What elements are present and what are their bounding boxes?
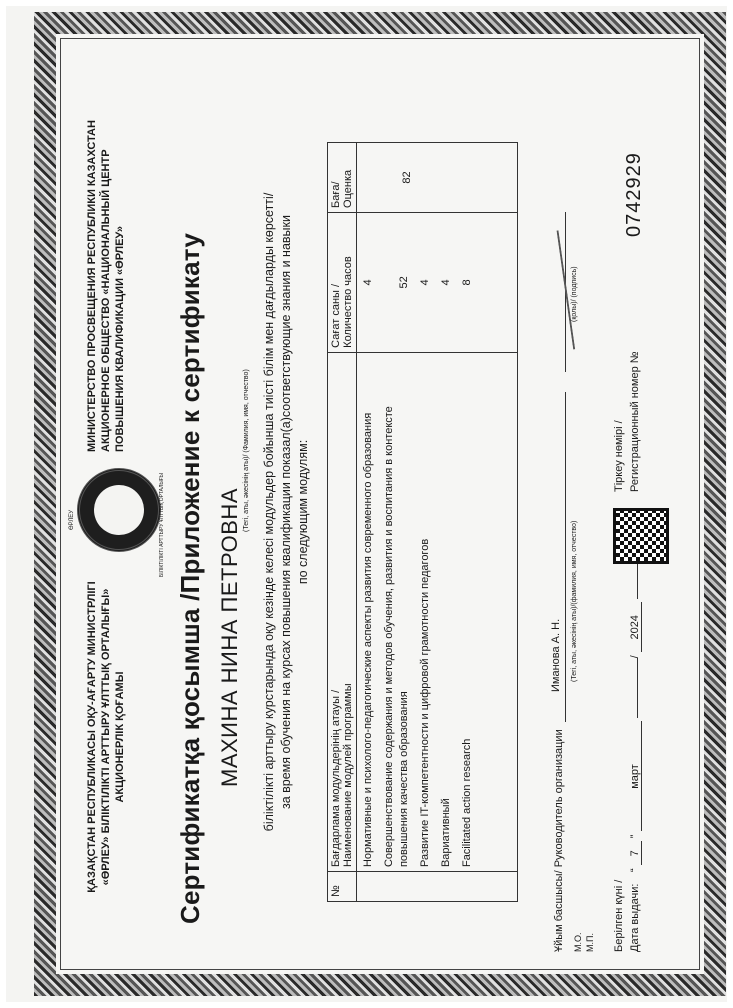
module-name: Вариативный — [440, 798, 452, 868]
module-hours: 4 — [419, 279, 431, 286]
hours-cell — [357, 212, 518, 352]
total-grade: 82 — [401, 171, 413, 184]
module-names-cell — [357, 352, 518, 871]
modules-table — [327, 142, 518, 902]
orleu-seal-icon — [77, 468, 161, 552]
header-left — [85, 572, 127, 902]
certificate-content — [65, 47, 695, 972]
header-right — [85, 72, 127, 452]
signature-name: Иманова А. Н. — [550, 618, 562, 692]
intro-ru-2: по следующим модулям: — [296, 439, 310, 585]
issue-label-kz: Берілген күні / — [613, 879, 625, 952]
col-name-header-ru: Наименование модулей программы — [342, 683, 354, 868]
col-num-header: № — [328, 872, 357, 902]
signature-sign-caption: (қолы)/ (подпись) — [571, 266, 578, 322]
col-name-header-kz: Бағдарлама модульдерінің атауы / — [330, 689, 342, 868]
issue-month: март — [629, 721, 642, 831]
module-hours: 8 — [461, 279, 473, 286]
num-cell — [357, 872, 518, 902]
signature-name-caption: (Тегі, аты, әкесінің аты)/(фамилия, имя, отчество) — [571, 520, 578, 682]
module-name: Нормативные и психолого-педагогические аспекты развития современного образования — [362, 412, 374, 868]
intro-text — [261, 72, 312, 952]
col-grade-header-ru: Оценка — [342, 169, 354, 208]
header-left-line1: ҚАЗАҚСТАН РЕСПУБЛИКАСЫ ОҚУ-АҒАРТУ МИНИСТРЛІГІ — [86, 581, 98, 893]
qr-code-icon — [613, 508, 669, 564]
registration-number: 0742929 — [623, 152, 645, 237]
mp-ru: М.П. — [585, 933, 595, 952]
issue-year: 2024 — [629, 602, 642, 652]
header-left-line3: АКЦИОНЕРЛІК ҚОҒАМЫ — [114, 671, 126, 803]
module-hours: 52 — [398, 276, 410, 289]
header-right-line3: ПОВЫШЕНИЯ КВАЛИФИКАЦИИ «ӨРЛЕУ» — [114, 226, 126, 452]
signature-name-line — [565, 392, 566, 722]
module-hours: 4 — [362, 279, 374, 286]
module-hours: 4 — [440, 279, 452, 286]
page-title: Сертификатқа қосымша /Приложение к сертификату — [175, 232, 205, 924]
handwritten-signature — [527, 230, 575, 353]
module-name: Совершенствование содержания и методов обучения, развития и воспитания в контексте повышения качества образования — [383, 406, 410, 868]
intro-kz: біліктілікті арттыру курстарында оқу кезінде келесі модульдер бойынша тиісті білім мен дағдыларды көрсетті/ — [262, 192, 276, 832]
table-body-row — [357, 143, 518, 902]
header-right-line2: АКЦИОНЕРНОЕ ОБЩЕСТВО «НАЦИОНАЛЬНЫЙ ЦЕНТР — [100, 149, 112, 452]
name-caption: (Тегі, аты, әкесінің аты)/ (Фамилия, имя, отчество) — [243, 369, 250, 532]
seal-bottom-text: БІЛІКТІЛІКТІ АРТТЫРУ ҰЛТТЫҚ ОРТАЛЫҒЫ — [159, 473, 165, 577]
table-header-row — [328, 143, 357, 902]
header-right-line1: МИНИСТЕРСТВО ПРОСВЕЩЕНИЯ РЕСПУБЛИКИ КАЗАХСТАН — [86, 120, 98, 452]
registration-label-ru: Регистрационный номер № — [629, 351, 641, 492]
issue-day: 7 — [629, 841, 642, 865]
mp-kz: М.О. — [573, 932, 583, 952]
header-left-line2: «ӨРЛЕУ» БІЛІКТІЛІКТІ АРТТЫРУ ҰЛТТЫҚ ОРТАЛЫҒЫ» — [100, 588, 112, 886]
module-name: Развитие IT-компетентности и цифровой грамотности педагогов — [419, 538, 431, 868]
grade-cell — [357, 143, 518, 213]
module-name: Facilitated action research — [461, 738, 473, 868]
col-grade-header-kz: Баға/ — [330, 181, 342, 208]
intro-ru-1: за время обучения на курсах повышения квалификации показал(а)соответствующие знания и навыки — [279, 215, 293, 810]
col-grade-header — [328, 143, 357, 213]
col-hours-header-kz: Сағат саны / — [330, 283, 342, 348]
issue-label-ru: Дата выдачи: — [629, 883, 641, 952]
issue-date: “ 7 ” март / 2024 — [629, 556, 642, 872]
col-hours-header-ru: Количество часов — [342, 256, 354, 348]
registration-label-kz: Тіркеу нөмірі / — [613, 420, 625, 492]
col-name-header — [328, 352, 357, 871]
person-name: МАХИНА НИНА ПЕТРОВНА — [217, 488, 242, 787]
signature-label: Ұйым басшысы/ Руководитель организации — [553, 729, 565, 952]
seal-top-text: ӨРЛЕУ — [69, 509, 75, 530]
col-hours-header — [328, 212, 357, 352]
